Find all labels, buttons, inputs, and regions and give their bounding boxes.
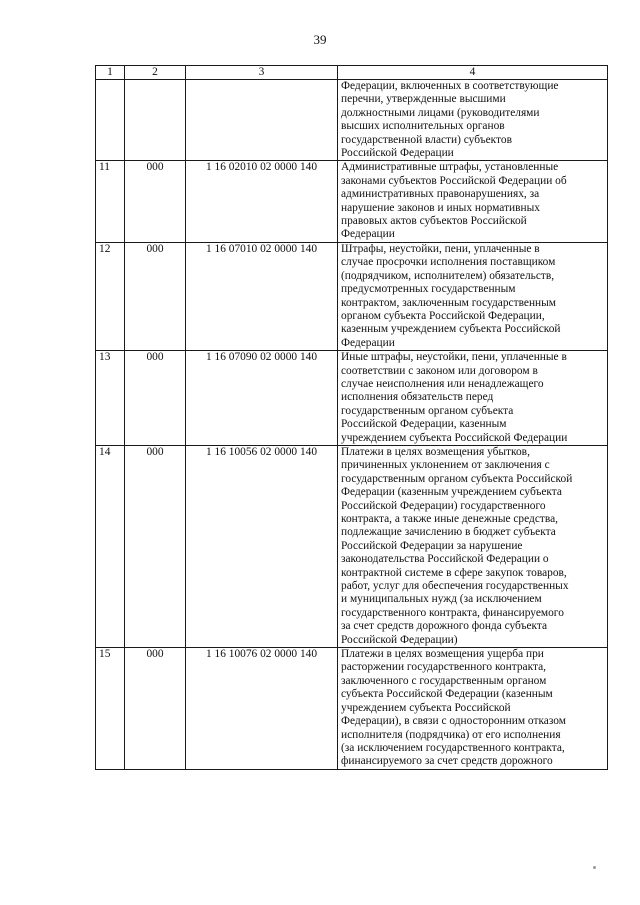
admin-code [125, 80, 186, 161]
revenue-code: 1 16 10056 02 0000 140 [186, 445, 338, 647]
revenue-description: Штрафы, неустойки, пени, уплаченные в случае просрочки исполнения поставщиком (подрядчиком, исполнителем) обязательств, предусмотренных государственным контрактом, заключенным государственным органом субъекта Российской Федерации, казенным учреждением субъекта Российской Федерации [338, 242, 608, 350]
row-number [96, 80, 125, 161]
table-header-row [96, 66, 608, 80]
revenue-description: Административные штрафы, установленные законами субъектов Российской Федерации об административных правонарушениях, за нарушение законов и иных нормативных правовых актов субъектов Российской Федерации [338, 161, 608, 242]
revenue-description: Платежи в целях возмещения ущерба при расторжении государственного контракта, заключенного с государственным органом субъекта Российской Федерации (казенным учреждением субъекта Российской Федерации), в связи с односторонним отказом исполнителя (подрядчика) от его исполнения (за исключением государственного контракта, финансируемого за счет средств дорожного [338, 648, 608, 770]
table-row [96, 242, 608, 350]
admin-code: 000 [125, 242, 186, 350]
row-number: 11 [96, 161, 125, 242]
revenue-description: Платежи в целях возмещения убытков, причиненных уклонением от заключения с государственным органом субъекта Российской Федерации (казенным учреждением субъекта Российской Федерации) государственного контракта, а также иные денежные средства, подлежащие зачислению в бюджет субъекта Российской Федерации за нарушение законодательства Российской Федерации о контрактной системе в сфере закупок товаров, работ, услуг для обеспечения государственных и муниципальных нужд (за исключением государственного контракта, финансируемого за счет средств дорожного фонда субъекта Российской Федерации) [338, 445, 608, 647]
column-header-1: 1 [96, 66, 125, 80]
row-number: 12 [96, 242, 125, 350]
row-number: 15 [96, 648, 125, 770]
row-number: 14 [96, 445, 125, 647]
table-row [96, 445, 608, 647]
table-row [96, 351, 608, 446]
admin-code: 000 [125, 161, 186, 242]
revenue-code [186, 80, 338, 161]
budget-codes-table [95, 65, 608, 770]
revenue-code: 1 16 07090 02 0000 140 [186, 351, 338, 446]
revenue-code: 1 16 10076 02 0000 140 [186, 648, 338, 770]
admin-code: 000 [125, 648, 186, 770]
table-row [96, 80, 608, 161]
scan-speck [593, 866, 596, 869]
column-header-3: 3 [186, 66, 338, 80]
revenue-description: Федерации, включенных в соответствующие перечни, утвержденные высшими должностными лицами (руководителями высших исполнительных органов государственной власти) субъектов Российской Федерации [338, 80, 608, 161]
table-row [96, 648, 608, 770]
column-header-2: 2 [125, 66, 186, 80]
admin-code: 000 [125, 351, 186, 446]
table-row [96, 161, 608, 242]
column-header-4: 4 [338, 66, 608, 80]
page-number: 39 [313, 32, 327, 47]
row-number: 13 [96, 351, 125, 446]
revenue-description: Иные штрафы, неустойки, пени, уплаченные в соответствии с законом или договором в случае неисполнения или ненадлежащего исполнения обязательств перед государственным органом субъекта Российской Федерации, казенным учреждением субъекта Российской Федерации [338, 351, 608, 446]
revenue-code: 1 16 02010 02 0000 140 [186, 161, 338, 242]
revenue-code: 1 16 07010 02 0000 140 [186, 242, 338, 350]
admin-code: 000 [125, 445, 186, 647]
